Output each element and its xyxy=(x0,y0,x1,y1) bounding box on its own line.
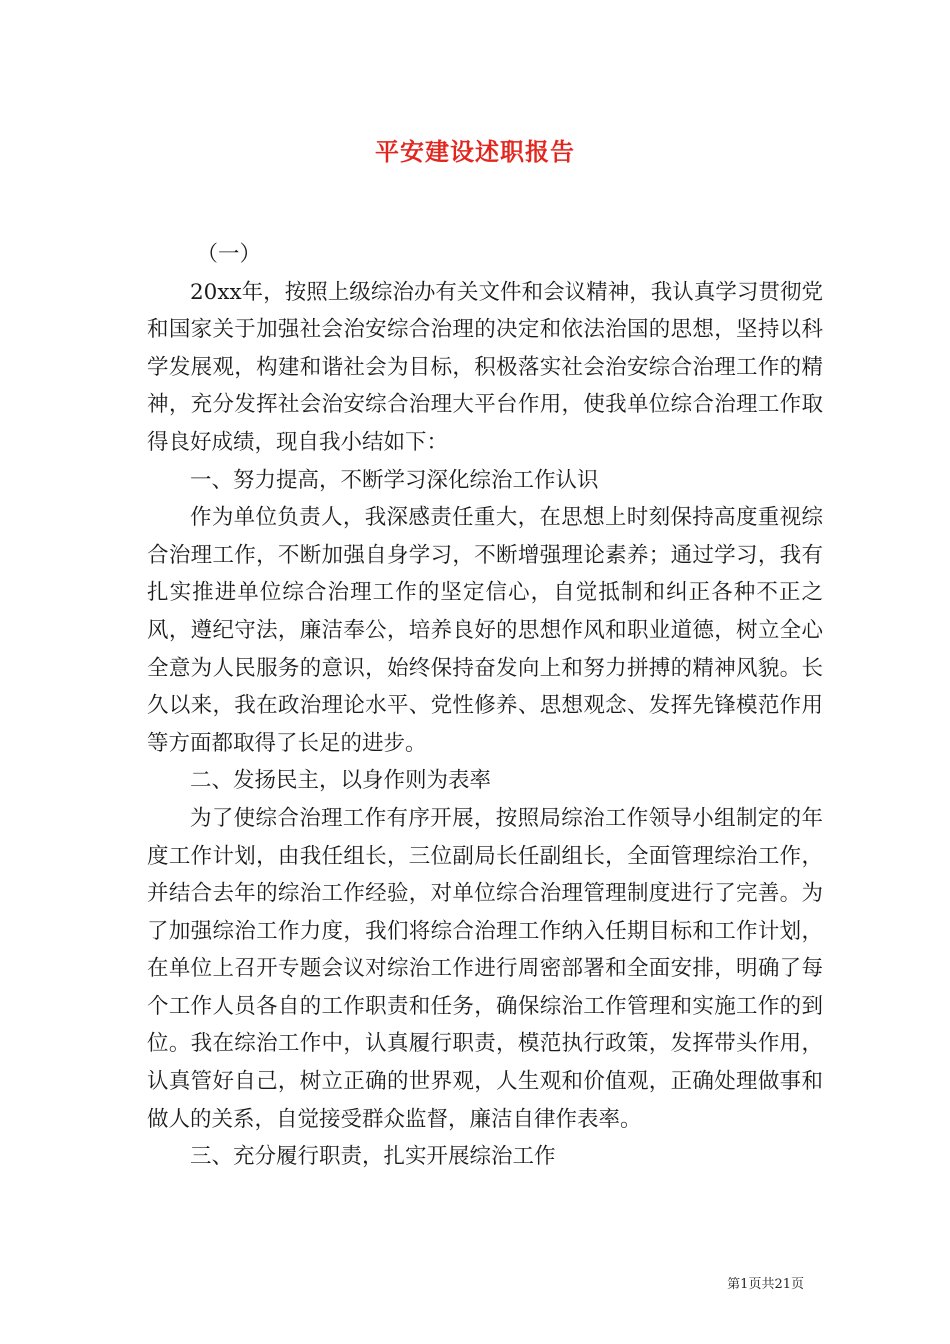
heading-section-2: 二、发扬民主，以身作则为表率 xyxy=(190,768,492,794)
page-number: 第1页共21页 xyxy=(727,1277,804,1292)
paragraph-intro: 20xx年，按照上级综治办有关文件和会议精神，我认真学习贯彻党和国家关于加强社会治安综合治理的决定和依法治国的思想，坚持以科学发展观，构建和谐社会为目标，积极落实社会治安综合治理工作的精神，充分发挥社会治安综合治理大平台作用，使我单位综合治理工作取得良好成绩，现自我小结如下： xyxy=(147,279,823,455)
heading-section-3: 三、充分履行职责，扎实开展综治工作 xyxy=(190,1144,556,1170)
paragraph-section-2: 为了使综合治理工作有序开展，按照局综治工作领导小组制定的年度工作计划，由我任组长，三位副局长任副组长，全面管理综治工作，并结合去年的综治工作经验，对单位综合治理管理制度进行了完善。为了加强综治工作力度，我们将综合治理工作纳入任期目标和工作计划，在单位上召开专题会议对综治工作进行周密部署和全面安排，明确了每个工作人员各自的工作职责和任务，确保综治工作管理和实施工作的到位。我在综治工作中，认真履行职责，模范执行政策，发挥带头作用，认真管好自己，树立正确的世界观，人生观和价值观，正确处理做事和做人的关系，自觉接受群众监督，廉洁自律作表率。 xyxy=(147,805,823,1132)
document-body xyxy=(147,236,823,1176)
paragraph-section-number: （一） xyxy=(196,242,261,267)
paragraph-section-1: 作为单位负责人，我深感责任重大，在思想上时刻保持高度重视综合治理工作，不断加强自身学习，不断增强理论素养；通过学习，我有扎实推进单位综合治理工作的坚定信心，自觉抵制和纠正各种不正之风，遵纪守法，廉洁奉公，培养良好的思想作风和职业道德，树立全心全意为人民服务的意识，始终保持奋发向上和努力拼搏的精神风貌。长久以来，我在政治理论水平、党性修养、思想观念、发挥先锋模范作用等方面都取得了长足的进步。 xyxy=(147,505,823,756)
heading-section-1: 一、努力提高，不断学习深化综治工作认识 xyxy=(190,467,599,493)
document-title: 平安建设述职报告 xyxy=(375,137,575,166)
